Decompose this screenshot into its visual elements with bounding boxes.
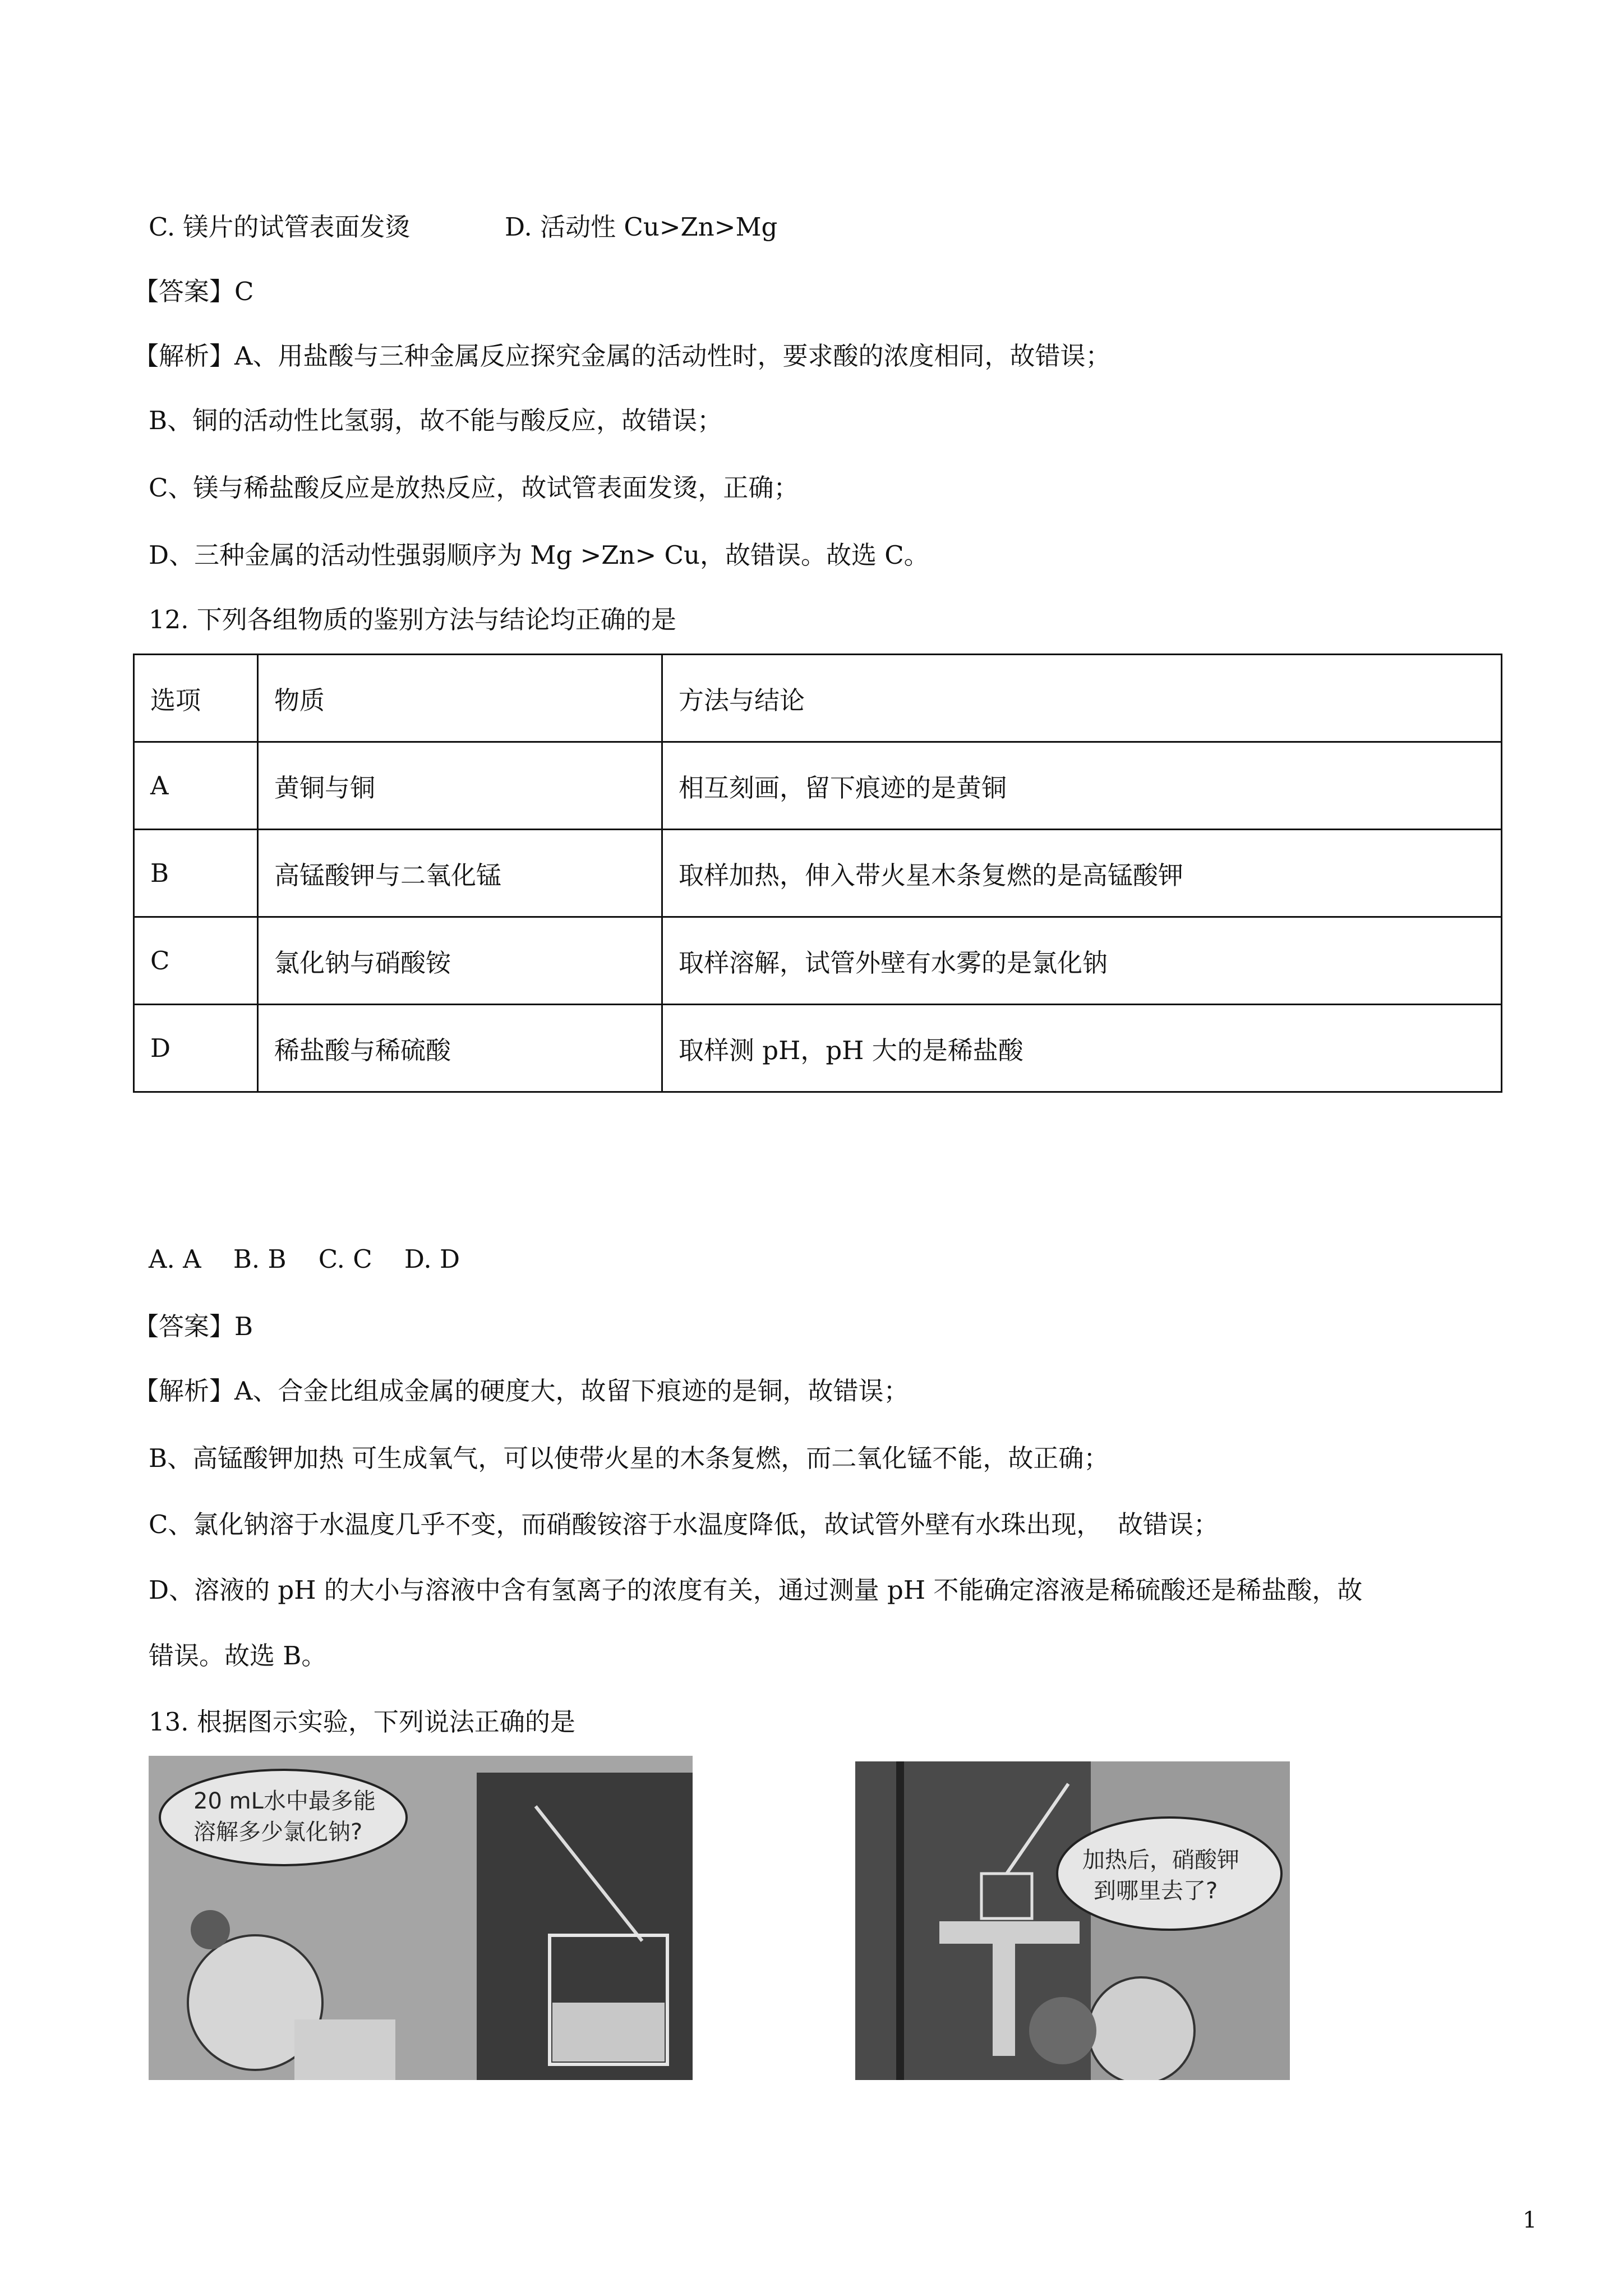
table-header-cell: 方法与结论 (662, 655, 1502, 742)
q12-analysis-line: C、氯化钠溶于水温度几乎不变，而硝酸铵溶于水温度降低，故试管外壁有水珠出现， 故错误； (149, 1510, 1219, 1539)
table-cell: 高锰酸钾与二氧化锰 (258, 830, 662, 917)
right-bubble-line: 加热后，硝酸钾 (1082, 1847, 1239, 1873)
q11-option-d: D. 活动性 Cu>Zn>Mg (505, 212, 778, 242)
table-cell: B (134, 830, 258, 917)
table-header-cell: 选项 (134, 655, 258, 742)
q11-option-c: C. 镁片的试管表面发烫 (149, 212, 411, 242)
q11-analysis-line: D、三种金属的活动性强弱顺序为 Mg >Zn> Cu，故错误。故选 C。 (149, 540, 929, 570)
table-cell: 稀盐酸与稀硫酸 (258, 1005, 662, 1092)
table-cell: C (134, 917, 258, 1005)
table-cell: 黄铜与铜 (258, 742, 662, 830)
table-cell: 取样溶解，试管外壁有水雾的是氯化钠 (662, 917, 1502, 1005)
left-bubble-line: 溶解多少氯化钠? (193, 1819, 363, 1845)
q11-analysis-line: C、镁与稀盐酸反应是放热反应，故试管表面发烫，正确； (149, 473, 799, 503)
q12-analysis-line: B、高锰酸钾加热 可生成氧气，可以使带火星的木条复燃，而二氧化锰不能，故正确； (149, 1443, 1109, 1473)
right-bubble-line: 到哪里去了? (1094, 1878, 1218, 1904)
q12-stem: 12. 下列各组物质的鉴别方法与结论均正确的是 (149, 605, 676, 634)
page-number: 1 (1523, 2207, 1537, 2233)
q12-answer: 【答案】B (133, 1312, 253, 1341)
q13-right-illustration (855, 1761, 1290, 2080)
q12-options: A. A B. B C. C D. D (149, 1244, 460, 1274)
q12-analysis-line: 【解析】A、合金比组成金属的硬度大，故留下痕迹的是铜，故错误； (133, 1376, 909, 1406)
q11-analysis-line: B、铜的活动性比氢弱，故不能与酸反应，故错误； (149, 406, 723, 435)
q13-left-illustration (149, 1756, 693, 2080)
illustration-right-drawing (855, 1761, 1290, 2080)
q12-analysis-line: D、溶液的 pH 的大小与溶液中含有氢离子的浓度有关，通过测量 pH 不能确定溶液是稀硫酸还是稀盐酸，故 (149, 1575, 1363, 1605)
table-row (134, 742, 1502, 830)
table-header-cell: 物质 (258, 655, 662, 742)
q13-stem: 13. 根据图示实验，下列说法正确的是 (149, 1707, 575, 1737)
table-row (134, 1005, 1502, 1092)
q12-analysis-line: 错误。故选 B。 (149, 1641, 327, 1671)
table-cell: A (134, 742, 258, 830)
q11-analysis-line: 【解析】A、用盐酸与三种金属反应探究金属的活动性时，要求酸的浓度相同，故错误； (133, 341, 1111, 371)
q11-answer: 【答案】C (133, 277, 254, 306)
q12-table (133, 654, 1502, 1093)
table-row (134, 917, 1502, 1005)
table-cell: 相互刻画，留下痕迹的是黄铜 (662, 742, 1502, 830)
table-row (134, 830, 1502, 917)
left-bubble-line: 20 mL水中最多能 (193, 1788, 376, 1814)
table-cell: 氯化钠与硝酸铵 (258, 917, 662, 1005)
table-cell: 取样加热，伸入带火星木条复燃的是高锰酸钾 (662, 830, 1502, 917)
table-cell: D (134, 1005, 258, 1092)
table-cell: 取样测 pH，pH 大的是稀盐酸 (662, 1005, 1502, 1092)
table-header-row (134, 655, 1502, 742)
